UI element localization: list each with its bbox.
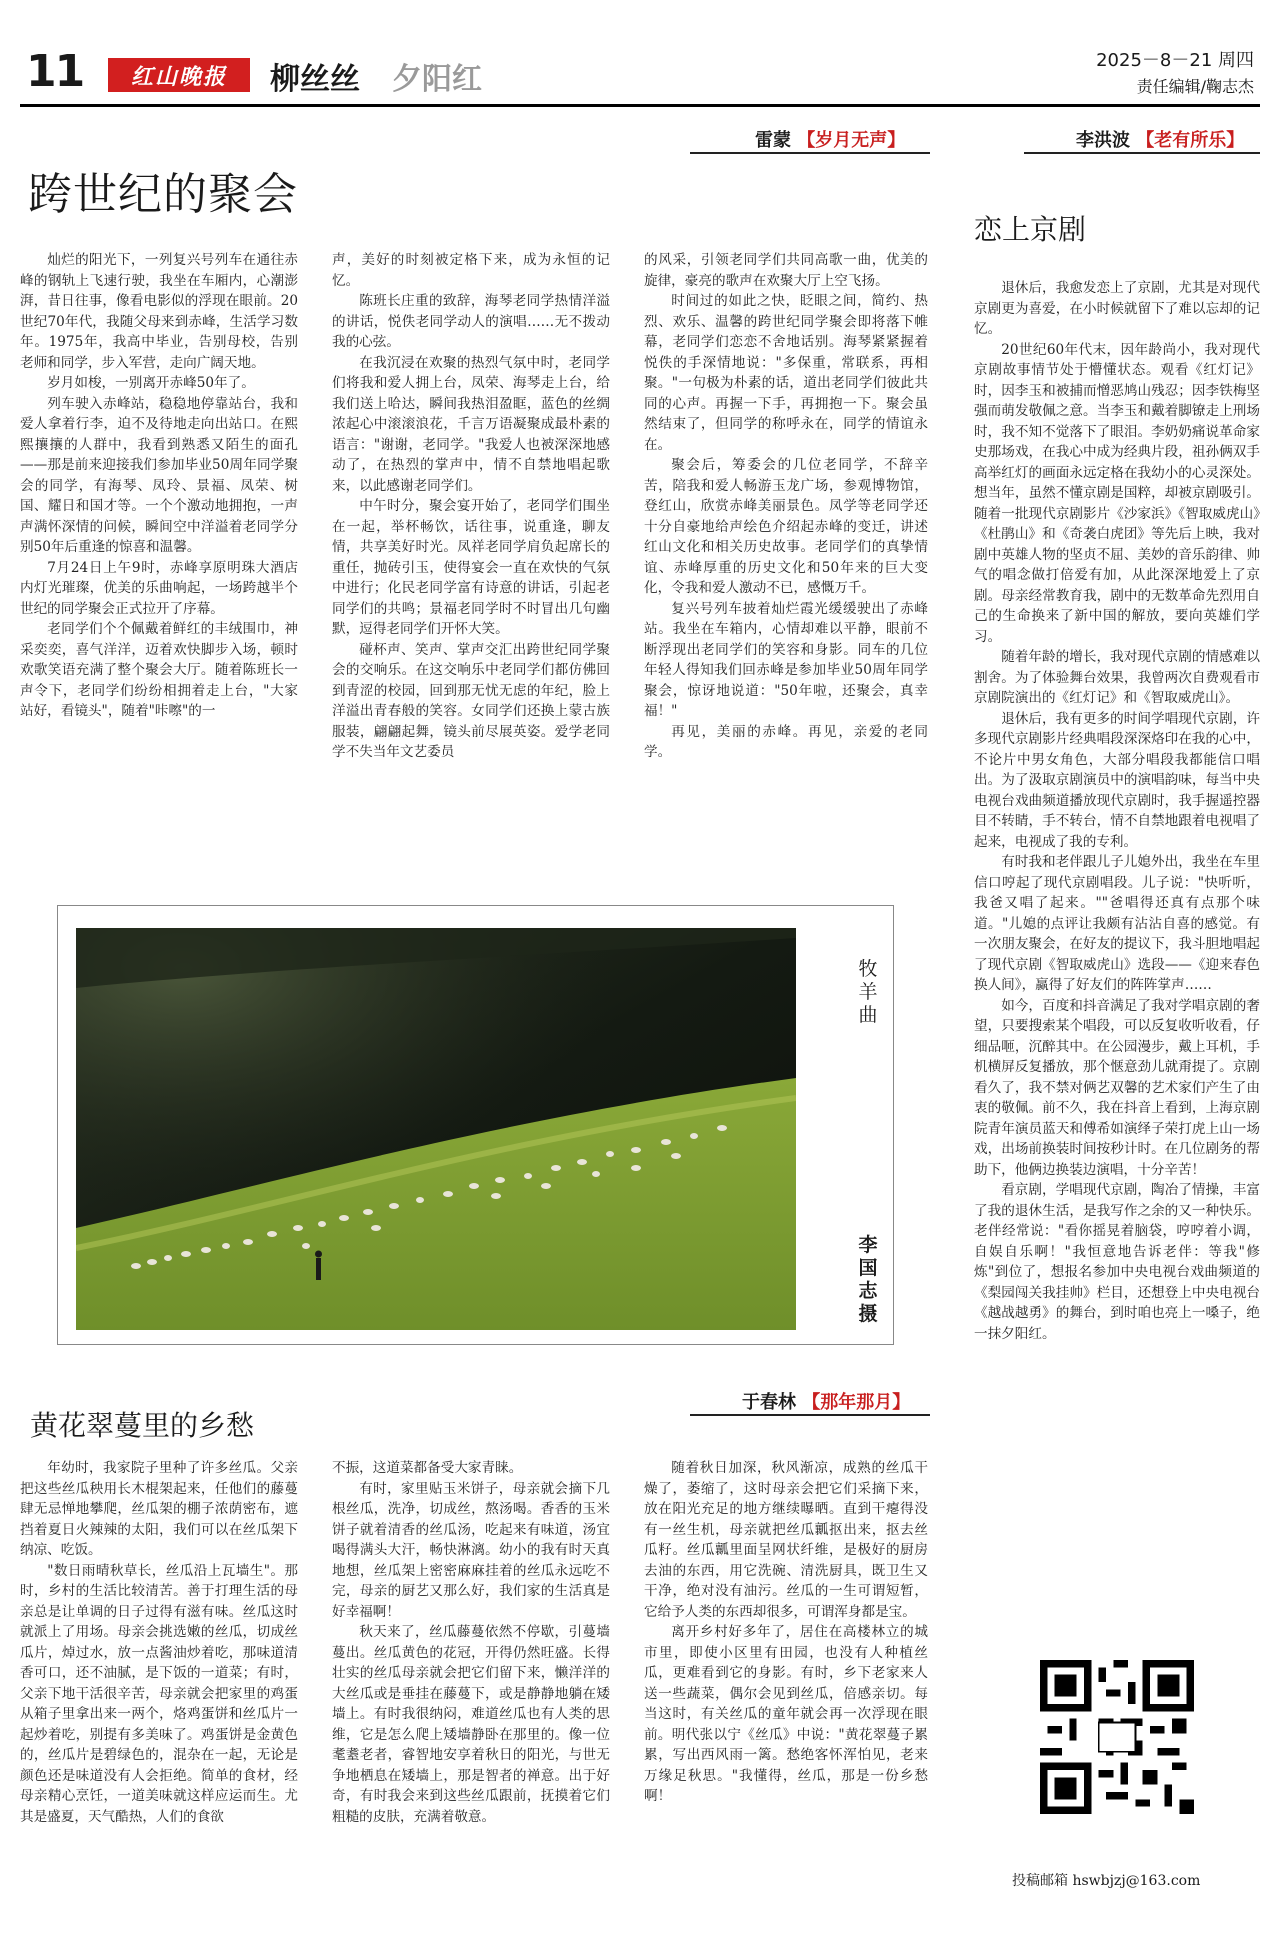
paragraph: "数日雨晴秋草长，丝瓜沿上瓦墙生"。那时，乡村的生活比较清苦。善于打理生活的母亲总是让单调的日子过得有滋有味。丝瓜这时就派上了用场。母亲会挑选嫩的丝瓜，切成丝瓜片，焯过水，放一点酱油炒着吃，那味道清香可口，还不油腻，是下饭的一道菜；有时，父亲下地干活很辛苦，母亲就会把家里的鸡蛋从箱子里拿出来一两个，烙鸡蛋饼和丝瓜片一起炒着吃，别提有多美味了。鸡蛋饼是金黄色的，丝瓜片是碧绿色的，混杂在一起，无论是颜色还是味道没有人会拒绝。简单的食材，经母亲精心烹饪，一道美味就这样应运而生。尤其是盛夏，天气酷热，人们的食欲 [20, 1562, 298, 1825]
opera-column: 【老有所乐】 [1136, 130, 1245, 151]
paragraph: 如今，百度和抖音满足了我对学唱京剧的奢望，只要搜索某个唱段，可以反复收听收看，仔细品咂，沉醉其中。在公园漫步，戴上耳机，手机横屏反复播放，那个惬意劲儿就甭提了。京剧看久了，我不禁对俩艺双馨的艺术家们产生了由衷的敬佩。前不久，我在抖音上看到，上海京剧院青年演员蓝天和傅希如演绎子荣打虎上山一场戏，出场前换装时间按秒计时。在几位剧务的帮助下，他俩边换装边演唱，十分辛苦！ [974, 997, 1260, 1178]
section-name-secondary: 夕阳红 [392, 62, 482, 97]
opera-byline-rule [1024, 152, 1260, 154]
paragraph: 有时我和老伴跟儿子儿媳外出，我坐在车里信口哼起了现代京剧唱段。儿子说："快听听，我爸又唱了起来。""爸唱得还真有点那个味道。"儿媳的点评让我颇有沾沾自喜的感觉。有一次朋友聚会，在好友的提议下，我斗胆地唱起了现代京剧《智取威虎山》选段——《迎来春色换人间》，赢得了好友们的阵阵掌声…… [974, 854, 1260, 993]
paragraph: 碰杯声、笑声、掌声交汇出跨世纪同学聚会的交响乐。在这交响乐中老同学们都仿佛回到青涩的校园，回到那无忧无虑的年纪，脸上洋溢出青春般的笑容。女同学们还换上蒙古族服装，翩翩起舞，镜头前尽展英姿。爱学老同学不失当年文艺委员 [332, 641, 610, 760]
gourd-column-2 [332, 1458, 610, 1948]
gourd-author: 于春林 [742, 1392, 796, 1413]
gourd-column-3 [644, 1458, 928, 1948]
paragraph: 再见，美丽的赤峰。再见，亲爱的老同学。 [644, 723, 928, 760]
paragraph: 离开乡村好多年了，居住在高楼林立的城市里，即使小区里有田园，也没有人种植丝瓜，更难看到它的身影。有时，乡下老家来人送一些蔬菜，偶尔会见到丝瓜，倍感亲切。每当这时，有关丝瓜的童年就会再一次浮现在眼前。明代张以宁《丝瓜》中说："黄花翠蔓子累累，写出西风雨一篱。愁绝客怀浑怕见，老来万缘足秋思。"我懂得，丝瓜，那是一份乡愁啊！ [644, 1624, 928, 1804]
reunion-column-3 [644, 250, 928, 890]
opera-body [974, 278, 1260, 1638]
section-name-primary: 柳丝丝 [270, 62, 360, 97]
gourd-column: 【那年那月】 [802, 1392, 911, 1413]
photo-caption: 牧羊曲 [858, 958, 878, 1026]
gourd-title: 黄花翠蔓里的乡愁 [30, 1409, 255, 1442]
paragraph: 退休后，我有更多的时间学唱现代京剧，许多现代京剧影片经典唱段深深烙印在我的心中，不论片中男女角色，大部分唱段我都能信口唱出。为了汲取京剧演员中的演唱韵味，每当中央电视台戏曲频道播放现代京剧时，我手握遥控器目不转睛，手不转台，情不自禁地跟着电视唱了起来，电视成了我的专利。 [974, 710, 1260, 850]
paragraph: 退休后，我愈发恋上了京剧，尤其是对现代京剧更为喜爱，在小时候就留下了难以忘却的记忆。 [974, 280, 1260, 337]
reunion-byline [755, 126, 905, 152]
paragraph: 岁月如梭，一别离开赤峰50年了。 [47, 375, 255, 391]
paragraph: 随着年龄的增长，我对现代京剧的情感难以割舍。为了体验舞台效果，我曾两次自费观看市京剧院演出的《红灯记》和《智取威虎山》。 [974, 649, 1260, 706]
editor-credit: 责任编辑/鞠志杰 [1136, 77, 1254, 96]
opera-byline [1076, 126, 1244, 152]
photo-frame [57, 905, 894, 1345]
paragraph: 7月24日上午9时，赤峰享原明珠大酒店内灯光璀璨，优美的乐曲响起，一场跨越半个世纪的同学聚会正式拉开了序幕。 [20, 559, 298, 617]
paragraph: 聚会后，筹委会的几位老同学，不辞辛苦，陪我和爱人畅游玉龙广场，参观博物馆，登红山，欣赏赤峰美丽景色。凤学等老同学还十分自豪地给声绘色介绍起赤峰的变迁，讲述红山文化和相关历史故事。老同学们的真挚情谊、赤峰厚重的历史文化和50年来的巨大变化，令我和爱人激动不已，感慨万千。 [644, 457, 928, 596]
paragraph: 不振，这道菜都备受大家青睐。 [332, 1460, 523, 1476]
paragraph: 在我沉浸在欢聚的热烈气氛中时，老同学们将我和爱人拥上台，凤荣、海琴走上台，给我们送上哈达，瞬间我热泪盈眶，蓝色的丝绸浓起心中滚滚浪花，千言万语凝聚成最朴素的语言："谢谢，老同学。"我爱人也被深深地感动了，在热烈的掌声中，情不自禁地唱起歌来，以此感谢老同学们。 [332, 354, 610, 494]
opera-title: 恋上京剧 [974, 213, 1087, 246]
paragraph: 看京剧，学唱现代京剧，陶冶了情操，丰富了我的退休生活，是我写作之余的又一种快乐。老伴经常说："看你摇晃着脑袋，哼哼着小调，自娱自乐啊！"我恒意地告诉老伴：等我"修炼"到位了，想报名参加中央电视台戏曲频道的《梨园闯关我挂帅》栏目，还想登上中央电视台《越战越勇》的舞台，到时咱也亮上一嗓子，绝一抹夕阳红。 [974, 1182, 1260, 1342]
paragraph: 中午时分，聚会宴开始了，老同学们围坐在一起，举杯畅饮，话往事，说重逢，聊友情，共享美好时光。凤祥老同学肩负起席长的重任，抛砖引玉，使得宴会一直在欢快的气氛中进行；化民老同学富有诗意的讲话，引起老同学们的共鸣；景福老同学时不时冒出几句幽默，逗得老同学们开怀大笑。 [332, 498, 610, 637]
paragraph: 老同学们个个佩戴着鲜红的丰绒围巾，神采奕奕，喜气洋洋，迈着欢快脚步入场，顿时欢歌笑语充满了整个聚会大厅。随着陈班长一声令下，老同学们纷纷相拥着走上台，"大家站好，看镜头"，随着"咔嚓"的一 [20, 621, 298, 719]
gourd-column-1 [20, 1458, 298, 1948]
reunion-column-2 [332, 250, 610, 890]
issue-date: 2025－8－21 周四 [1096, 50, 1254, 71]
paragraph: 随着秋日加深，秋风渐凉，成熟的丝瓜干燥了，萎缩了，这时母亲会把它们采摘下来，放在阳光充足的地方继续曝晒。直到干瘪得没有一丝生机，母亲就把丝瓜瓤抠出来，抠去丝瓜籽。丝瓜瓤里面呈网状纤维，是极好的厨房去油的东西，用它洗碗、清洗厨具，既卫生又干净，绝对没有油污。丝瓜的一生可谓短暂，它给予人类的东西却很多，可谓浑身都是宝。 [644, 1460, 928, 1620]
page-header [20, 40, 1260, 100]
paragraph: 年幼时，我家院子里种了许多丝瓜。父亲把这些丝瓜秧用长木棍架起来，任他们的藤蔓肆无忌惮地攀爬，丝瓜架的棚子浓荫密布，遮挡着夏日火辣辣的太阳，我们可以在丝瓜架下纳凉、吃饭。 [20, 1460, 298, 1558]
gourd-byline [742, 1388, 910, 1414]
reunion-author: 雷蒙 [755, 130, 791, 151]
reunion-title: 跨世纪的聚会 [28, 169, 298, 220]
reunion-byline-rule [690, 152, 930, 154]
header-divider [20, 104, 1260, 107]
photo-illustration [76, 928, 796, 1330]
reunion-column: 【岁月无声】 [797, 130, 906, 151]
qr-code-icon[interactable] [1040, 1660, 1194, 1814]
paragraph: 陈班长庄重的致辞，海琴老同学热情洋溢的讲话，悦佚老同学动人的演唱……无不拨动我的心弦。 [332, 293, 610, 350]
gourd-byline-rule [690, 1414, 930, 1416]
reunion-column-1 [20, 250, 298, 890]
paragraph: 秋天来了，丝瓜藤蔓依然不停歇，引蔓墙蔓出。丝瓜黄色的花冠，开得仍然旺盛。长得壮实的丝瓜母亲就会把它们留下来，懒洋洋的大丝瓜或是垂挂在藤蔓下，或是静静地躺在矮墙上。有时我很纳闷，难道丝瓜也有人类的思维，它是怎么爬上矮墙静卧在那里的。像一位耄耋老者，睿智地安享着秋日的阳光，与世无争地栖息在矮墙上，那是智者的禅意。出于好奇，有时我会来到这些丝瓜跟前，抚摸着它们粗糙的皮肤，充满着敬意。 [332, 1624, 610, 1825]
paragraph: 的风采，引领老同学们共同高歌一曲，优美的旋律，豪亮的歌声在欢聚大厅上空飞扬。 [644, 252, 928, 289]
photo-credit: 李国志摄 [858, 1234, 878, 1325]
paragraph: 灿烂的阳光下，一列复兴号列车在通往赤峰的钢轨上飞速行驶，我坐在车厢内，心潮澎湃，昔日往事，像看电影似的浮现在眼前。20世纪70年代，我随父母来到赤峰，生活学习数年。1975年，我高中毕业，告别母校，告别老师和同学，步入军营，走向广阔天地。 [20, 252, 298, 371]
newspaper-logo: 红山晚报 [108, 58, 250, 92]
paragraph: 20世纪60年代末，因年龄尚小，我对现代京剧故事情节处于懵懂状态。观看《红灯记》时，因李玉和被捕而憎恶鸠山残忍；因李铁梅坚强而萌发敬佩之意。当李玉和戴着脚镣走上刑场时，我不知不觉落下了眼泪。李奶奶痛说革命家史那场戏，在我心中成为经典片段，祖孙俩双手高举红灯的画面永远定格在我幼小的心灵深处。想当年，虽然不懂京剧是国粹，却被京剧吸引。随着一批现代京剧影片《沙家浜》《智取威虎山》《杜鹃山》和《奇袭白虎团》等先后上映，我对剧中英雄人物的坚贞不屈、美妙的音乐韵律、帅气的唱念做打倍爱有加，从此深深地爱上了京剧。母亲经常教育我，剧中的无数革命先烈用自己的生命换来了新中国的解放，要向英雄们学习。 [974, 341, 1260, 645]
paragraph: 有时，家里贴玉米饼子，母亲就会摘下几根丝瓜，洗净，切成丝，熬汤喝。香香的玉米饼子就着清香的丝瓜汤，吃起来有味道，汤宜喝得满头大汗，畅快淋漓。幼小的我有时天真地想，丝瓜架上密密麻麻挂着的丝瓜永远吃不完，母亲的厨艺又那么好，我们家的生活真是好幸福啊！ [332, 1480, 610, 1620]
paragraph: 列车驶入赤峰站，稳稳地停靠站台，我和爱人拿着行李，迫不及待地走向出站口。在熙熙攘攘的人群中，我看到熟悉又陌生的面孔——那是前来迎接我们参加毕业50周年同学聚会的同学，有海琴、凤玲、景福、凤荣、树国、耀日和国才等。一个个激动地拥抱，一声声满怀深情的问候，瞬间空中洋溢着老同学分别50年后重逢的惊喜和温馨。 [20, 395, 298, 555]
submission-email[interactable]: 投稿邮箱 hswbjzj@163.com [1012, 1873, 1201, 1889]
qr-code-graphic [1040, 1660, 1194, 1814]
opera-author: 李洪波 [1076, 130, 1130, 151]
pasture-sheep-photo [76, 928, 796, 1330]
page-number: 11 [26, 46, 84, 97]
paragraph: 复兴号列车披着灿烂霞光缓缓驶出了赤峰站。我坐在车箱内，心情却难以平静，眼前不断浮现出老同学们的笑容和身影。同车的几位年轻人得知我们回赤峰是参加毕业50周年同学聚会，惊讶地说道："50年啦，还聚会，真幸福！" [644, 600, 928, 719]
paragraph: 时间过的如此之快，眨眼之间，简约、热烈、欢乐、温馨的跨世纪同学聚会即将落下帷幕，老同学们恋恋不舍地话别。海琴紧紧握着悦佚的手深情地说："多保重，常联系，再相聚。"一句极为朴素的话，道出老同学们彼此共同的心声。再握一下手，再拥抱一下。聚会虽然结束了，但同学的称呼永在，同学的情谊永在。 [644, 293, 928, 453]
paragraph: 声，美好的时刻被定格下来，成为永恒的记忆。 [332, 252, 610, 289]
